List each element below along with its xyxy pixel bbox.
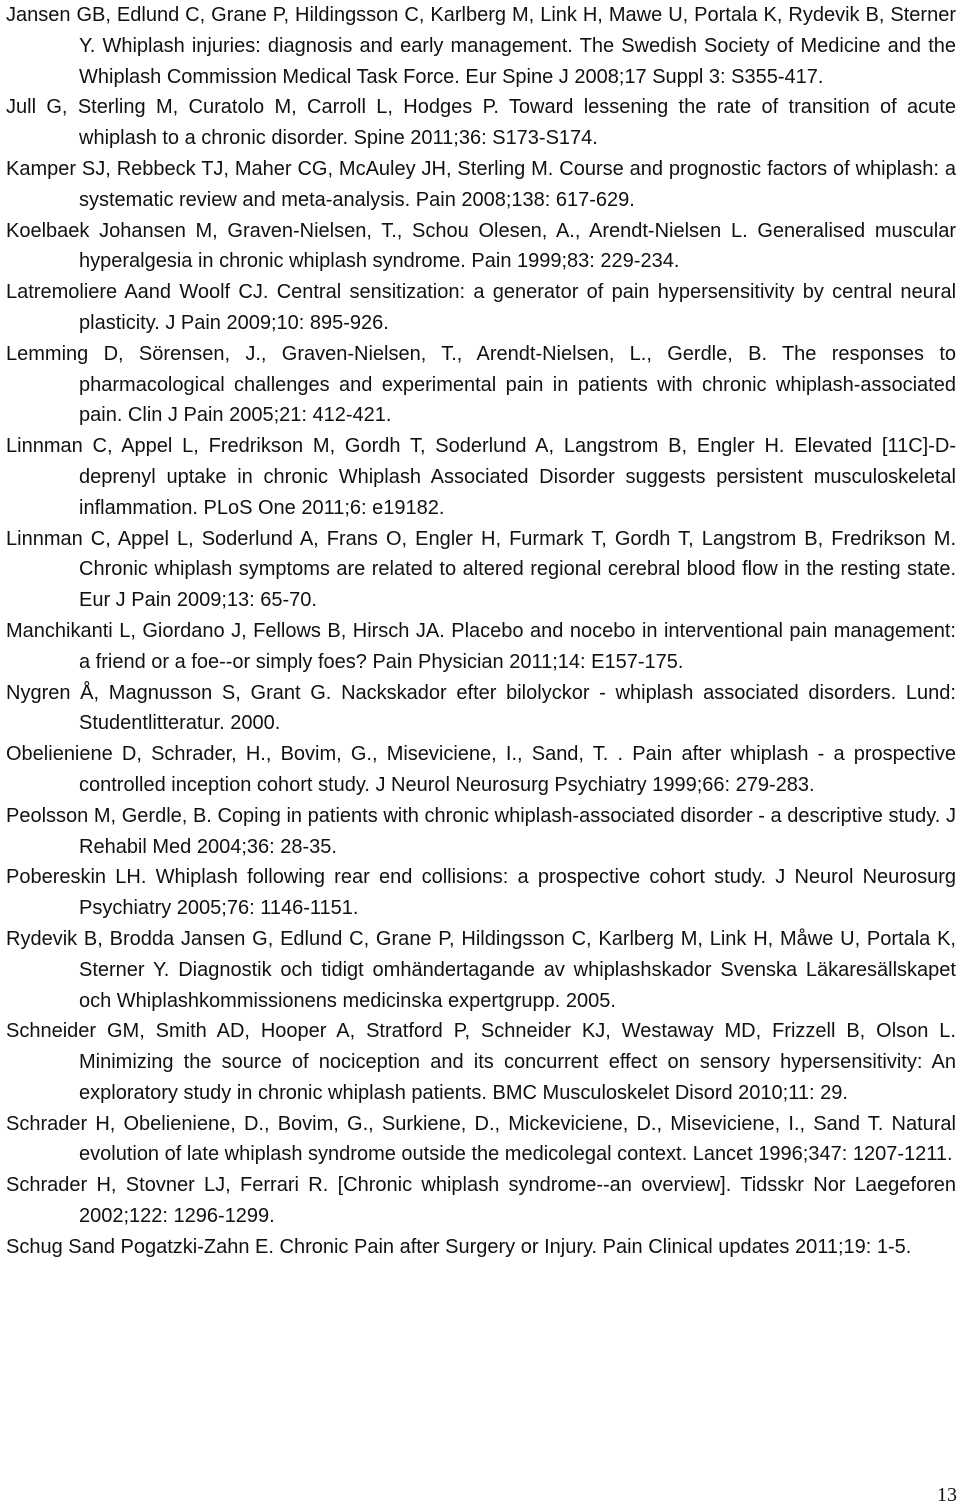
reference-item [6, 216, 956, 278]
reference-item [6, 92, 956, 154]
reference-authors: Peolsson M, Gerdle, B. [6, 804, 212, 827]
reference-authors: Schrader H, Obelieniene, D., Bovim, G., Surkiene, D., Mickeviciene, D., Miseviciene, I., Sand T. [6, 1112, 884, 1135]
reference-list [6, 0, 956, 1263]
reference-item [6, 154, 956, 216]
reference-details: Course and prognostic factors of whiplash: a systematic review and meta-analysis. Pain 2008;138: 617-629. [79, 157, 956, 211]
reference-authors: Obelieniene D, Schrader, H., Bovim, G., Miseviciene, I., Sand, T. . [6, 743, 624, 766]
reference-details: Placebo and nocebo in interventional pain management: a friend or a foe--or simply foes? Pain Physician 2011;14: E157-175. [79, 619, 956, 673]
reference-item [6, 924, 956, 1016]
reference-authors: Pobereskin LH. [6, 866, 147, 889]
reference-details: Whiplash following rear end collisions: a prospective cohort study. J Neurol Neurosurg Psychiatry 2005;76: 1146-1151. [79, 866, 956, 920]
reference-details: The responses to pharmacological challenges and experimental pain in patients with chronic whiplash-associated pain. Clin J Pain 2005;21: 412-421. [79, 342, 956, 427]
reference-authors: Linnman C, Appel L, Fredrikson M, Gordh T, Soderlund A, Langstrom B, Engler H. [6, 435, 785, 458]
reference-details: Generalised muscular hyperalgesia in chronic whiplash syndrome. Pain 1999;83: 229-234. [79, 219, 956, 273]
reference-item [6, 862, 956, 924]
reference-details: Coping in patients with chronic whiplash-associated disorder - a descriptive study. J Rehabil Med 2004;36: 28-35. [79, 804, 956, 858]
reference-authors: Schug Sand Pogatzki-Zahn E. [6, 1235, 274, 1258]
reference-authors: Rydevik B, Brodda Jansen G, Edlund C, Grane P, Hildingsson C, Karlberg M, Link H, Måwe U, Portala K, Sterner Y. [6, 927, 956, 981]
reference-authors: Jansen GB, Edlund C, Grane P, Hildingsson C, Karlberg M, Link H, Mawe U, Portala K, Rydevik B, Sterner Y. [6, 4, 956, 57]
page-number: 13 [937, 1484, 957, 1506]
reference-item [6, 524, 956, 616]
reference-details: Minimizing the source of nociception and its concurrent effect on sensory hypersensitivity: An exploratory study in chronic whiplash patients. BMC Musculoskelet Disord 2010;11: 29. [79, 1051, 956, 1104]
reference-item [6, 1016, 956, 1108]
reference-item [6, 616, 956, 678]
reference-authors: Koelbaek Johansen M, Graven-Nielsen, T., Schou Olesen, A., Arendt-Nielsen L. [6, 219, 748, 242]
reference-authors: Nygren Å, Magnusson S, Grant G. [6, 681, 332, 704]
reference-item [6, 1170, 956, 1232]
reference-details: Chronic whiplash symptoms are related to altered regional cerebral blood flow in the resting state. Eur J Pain 2009;13: 65-70. [79, 558, 956, 612]
reference-authors: Kamper SJ, Rebbeck TJ, Maher CG, McAuley JH, Sterling M. [6, 157, 554, 180]
reference-details: Central sensitization: a generator of pain hypersensitivity by central neural plasticity. J Pain 2009;10: 895-926. [79, 281, 957, 334]
reference-item [6, 739, 956, 801]
reference-item [6, 431, 956, 523]
reference-item [6, 1232, 956, 1263]
reference-authors: Linnman C, Appel L, Soderlund A, Frans O, Engler H, Furmark T, Gordh T, Langstrom B, Fredrikson M. [6, 527, 956, 550]
reference-item [6, 339, 956, 431]
reference-details: Natural evolution of late whiplash syndrome outside the medicolegal context. Lancet 1996;347: 1207-1211. [79, 1112, 956, 1166]
reference-details: Chronic Pain after Surgery or Injury. Pain Clinical updates 2011;19: 1-5. [279, 1235, 912, 1258]
reference-details: [Chronic whiplash syndrome--an overview]. Tidsskr Nor Laegeforen 2002;122: 1296-1299. [79, 1174, 956, 1228]
reference-details: Pain after whiplash - a prospective controlled inception cohort study. J Neurol Neurosurg Psychiatry 1999;66: 279-283. [79, 743, 956, 796]
reference-item [6, 0, 956, 92]
reference-item [6, 277, 956, 339]
reference-item [6, 801, 956, 863]
reference-item [6, 1109, 956, 1171]
reference-details: Toward lessening the rate of transition of acute whiplash to a chronic disorder. Spine 2011;36: S173-S174. [79, 96, 956, 150]
reference-item [6, 678, 956, 740]
reference-authors: Lemming D, Sörensen, J., Graven-Nielsen, T., Arendt-Nielsen, L., Gerdle, B. [6, 342, 768, 365]
reference-details: Elevated [11C]-D-deprenyl uptake in chronic Whiplash Associated Disorder suggests persistent musculoskeletal inflammation. PLoS One 2011;6: e19182. [79, 435, 956, 519]
reference-authors: Jull G, Sterling M, Curatolo M, Carroll L, Hodges P. [6, 96, 499, 119]
reference-authors: Schneider GM, Smith AD, Hooper A, Stratford P, Schneider KJ, Westaway MD, Frizzell B, Olson L. [6, 1020, 956, 1043]
reference-details: Nackskador efter bilolyckor - whiplash associated disorders. Lund: Studentlitteratur. 2000. [79, 681, 956, 735]
reference-details: Whiplash injuries: diagnosis and early management. The Swedish Society of Medicine and the Whiplash Commission Medical Task Force. Eur Spine J 2008;17 Suppl 3: S355-417. [79, 34, 956, 88]
reference-details: Diagnostik och tidigt omhändertagande av whiplashskador Svenska Läkaresällskapet och Whiplashkommissionens medicinska expertgrupp. 2005. [79, 958, 956, 1012]
reference-authors: Manchikanti L, Giordano J, Fellows B, Hirsch JA. [6, 619, 445, 642]
reference-authors: Schrader H, Stovner LJ, Ferrari R. [6, 1174, 329, 1197]
reference-authors: Latremoliere Aand Woolf CJ. [6, 281, 269, 304]
